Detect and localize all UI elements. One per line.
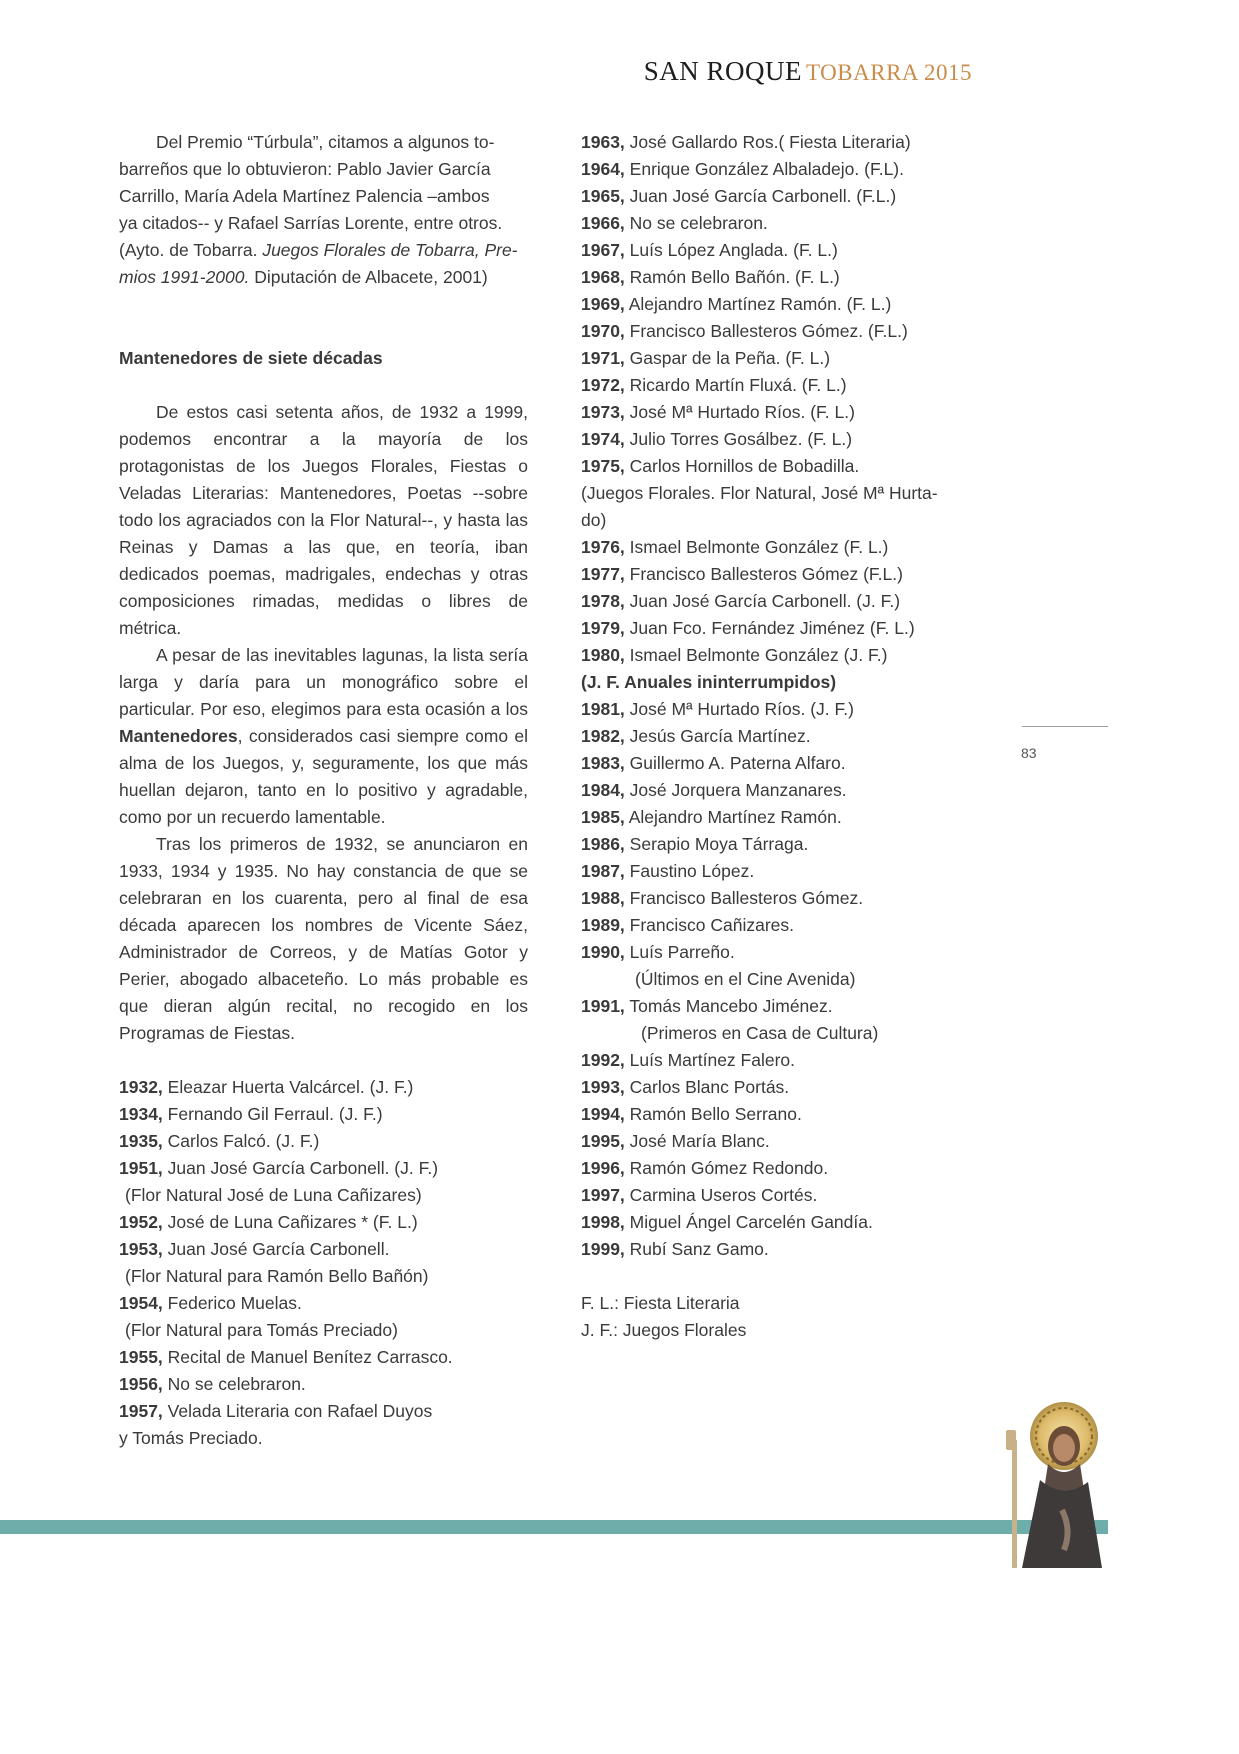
list-item-text: Federico Muelas. bbox=[162, 1293, 302, 1313]
list-item-text: Ramón Bello Serrano. bbox=[624, 1104, 802, 1124]
intro-paragraph bbox=[119, 129, 528, 291]
list-item-year: 1975, bbox=[581, 456, 625, 476]
list-item-year: 1932, bbox=[119, 1077, 163, 1097]
list-item bbox=[119, 1371, 528, 1398]
left-column bbox=[119, 129, 528, 1452]
list-item-text: Tomás Mancebo Jiménez. bbox=[624, 996, 833, 1016]
list-item bbox=[119, 1155, 528, 1182]
list-item-text: Velada Literaria con Rafael Duyos bbox=[162, 1401, 433, 1421]
list-item-year: 1999, bbox=[581, 1239, 625, 1259]
list-item bbox=[119, 1398, 528, 1425]
list-item-year: 1988, bbox=[581, 888, 625, 908]
list-item bbox=[119, 1182, 528, 1209]
list-item bbox=[581, 939, 991, 966]
list-item-text: Juan José García Carbonell. (F.L.) bbox=[624, 186, 897, 206]
list-item-text: Carlos Hornillos de Bobadilla. bbox=[624, 456, 860, 476]
list-item bbox=[581, 642, 991, 669]
list-item-text: (Primeros en Casa de Cultura) bbox=[641, 1023, 879, 1043]
list-item bbox=[119, 1290, 528, 1317]
list-item-year: 1974, bbox=[581, 429, 625, 449]
list-item bbox=[581, 1047, 991, 1074]
list-item-text: Francisco Ballesteros Gómez (F.L.) bbox=[624, 564, 903, 584]
list-item-text: José de Luna Cañizares * (F. L.) bbox=[162, 1212, 418, 1232]
list-item-text: Juan José García Carbonell. (J. F.) bbox=[162, 1158, 439, 1178]
san-roque-statue-image bbox=[992, 1390, 1108, 1568]
intro-line: Carrillo, María Adela Martínez Palencia –ambos bbox=[119, 186, 490, 206]
list-item bbox=[581, 750, 991, 777]
list-item-text: Francisco Cañizares. bbox=[624, 915, 795, 935]
list-item-year: 1934, bbox=[119, 1104, 163, 1124]
list-item-text: José Mª Hurtado Ríos. (F. L.) bbox=[624, 402, 855, 422]
list-item-text: Julio Torres Gosálbez. (F. L.) bbox=[624, 429, 853, 449]
mantenedores-list-left bbox=[119, 1074, 528, 1452]
list-item bbox=[119, 1209, 528, 1236]
list-item-year: 1955, bbox=[119, 1347, 163, 1367]
intro-line: Del Premio “Túrbula”, citamos a algunos to- bbox=[156, 132, 495, 152]
page-header bbox=[644, 56, 972, 87]
list-item bbox=[581, 669, 991, 696]
list-item-year: 1969, bbox=[581, 294, 625, 314]
list-item bbox=[119, 1317, 528, 1344]
list-item bbox=[119, 1074, 528, 1101]
list-item bbox=[581, 1155, 991, 1182]
list-item-year: 1991, bbox=[581, 996, 625, 1016]
list-item bbox=[119, 1128, 528, 1155]
list-item bbox=[581, 237, 991, 264]
list-item-text: do) bbox=[581, 510, 607, 530]
list-item bbox=[581, 318, 991, 345]
list-item-text: Ramón Gómez Redondo. bbox=[624, 1158, 829, 1178]
list-item-text: Ricardo Martín Fluxá. (F. L.) bbox=[624, 375, 847, 395]
list-item bbox=[581, 345, 991, 372]
list-item bbox=[581, 1182, 991, 1209]
list-item-year: 1982, bbox=[581, 726, 625, 746]
list-item bbox=[581, 399, 991, 426]
list-item-text: Carlos Blanc Portás. bbox=[624, 1077, 790, 1097]
list-item bbox=[581, 1101, 991, 1128]
list-item-text: Jesús García Martínez. bbox=[624, 726, 811, 746]
intro-line: ya citados-- y Rafael Sarrías Lorente, entre otros. bbox=[119, 213, 503, 233]
mantenedores-list-right bbox=[581, 129, 991, 1263]
list-item-text: (Juegos Florales. Flor Natural, José Mª Hurta- bbox=[581, 483, 938, 503]
list-item bbox=[581, 804, 991, 831]
list-item bbox=[581, 966, 991, 993]
list-item bbox=[581, 777, 991, 804]
list-item bbox=[581, 831, 991, 858]
list-item-text: y Tomás Preciado. bbox=[119, 1428, 263, 1448]
list-item bbox=[581, 507, 991, 534]
list-item bbox=[581, 156, 991, 183]
list-item-year: 1972, bbox=[581, 375, 625, 395]
list-item-year: 1970, bbox=[581, 321, 625, 341]
list-item bbox=[581, 1020, 991, 1047]
list-item bbox=[119, 1236, 528, 1263]
list-item-text: Miguel Ángel Carcelén Gandía. bbox=[624, 1212, 873, 1232]
list-item-text: José Mª Hurtado Ríos. (J. F.) bbox=[624, 699, 854, 719]
list-item bbox=[581, 696, 991, 723]
list-item-text: (Flor Natural para Tomás Preciado) bbox=[125, 1320, 398, 1340]
list-item-text: Alejandro Martínez Ramón. (F. L.) bbox=[624, 294, 892, 314]
list-item-text: Eleazar Huerta Valcárcel. (J. F.) bbox=[162, 1077, 414, 1097]
list-item-text: Fernando Gil Ferraul. (J. F.) bbox=[162, 1104, 383, 1124]
list-item bbox=[581, 426, 991, 453]
list-item-year: 1980, bbox=[581, 645, 625, 665]
list-item-year: 1951, bbox=[119, 1158, 163, 1178]
list-item-year: 1983, bbox=[581, 753, 625, 773]
list-item bbox=[119, 1344, 528, 1371]
list-item-text: Ramón Bello Bañón. (F. L.) bbox=[624, 267, 840, 287]
list-item bbox=[581, 1236, 991, 1263]
paragraph-3: Tras los primeros de 1932, se anunciaron en 1933, 1934 y 1935. No hay constancia de que se celebraran en los cuarenta, pero al final de esa década aparecen los nombres de Vicente Sáez, Administrador de Correos, y de Matías Gotor y Perier, abogado albaceteño. Lo más probable es que dieran algún recital, no recogido en los Programas de Fiestas. bbox=[119, 834, 528, 1043]
list-item-text: Guillermo A. Paterna Alfaro. bbox=[624, 753, 846, 773]
list-item-year: 1985, bbox=[581, 807, 625, 827]
list-item-text: (Flor Natural para Ramón Bello Bañón) bbox=[125, 1266, 429, 1286]
list-item-text: Luís Parreño. bbox=[624, 942, 735, 962]
list-item bbox=[581, 588, 991, 615]
legend-item: F. L.: Fiesta Literaria bbox=[581, 1293, 740, 1313]
header-subtitle: TOBARRA 2015 bbox=[806, 60, 972, 85]
intro-line: barreños que lo obtuvieron: Pablo Javier García bbox=[119, 159, 491, 179]
list-item-year: 1965, bbox=[581, 186, 625, 206]
list-item-year: 1978, bbox=[581, 591, 625, 611]
list-item-text: No se celebraron. bbox=[162, 1374, 306, 1394]
list-item bbox=[581, 858, 991, 885]
list-item-text: Juan Fco. Fernández Jiménez (F. L.) bbox=[624, 618, 915, 638]
list-item bbox=[119, 1263, 528, 1290]
list-item-text: Gaspar de la Peña. (F. L.) bbox=[624, 348, 831, 368]
list-item bbox=[581, 1128, 991, 1155]
list-item bbox=[581, 885, 991, 912]
list-item bbox=[581, 210, 991, 237]
list-item-year: 1964, bbox=[581, 159, 625, 179]
list-item-text: Carlos Falcó. (J. F.) bbox=[162, 1131, 320, 1151]
list-item-text: Faustino López. bbox=[624, 861, 755, 881]
list-item-year: 1998, bbox=[581, 1212, 625, 1232]
list-item-text: Juan José García Carbonell. bbox=[162, 1239, 390, 1259]
list-item-text: Rubí Sanz Gamo. bbox=[624, 1239, 769, 1259]
list-item-text: Recital de Manuel Benítez Carrasco. bbox=[162, 1347, 453, 1367]
list-item-text: Francisco Ballesteros Gómez. (F.L.) bbox=[624, 321, 908, 341]
list-item bbox=[581, 912, 991, 939]
list-item-year: 1953, bbox=[119, 1239, 163, 1259]
list-item bbox=[581, 480, 991, 507]
intro-reference-cont: mios 1991-2000. Diputación de Albacete, 2001) bbox=[119, 267, 488, 287]
list-item-year: 1987, bbox=[581, 861, 625, 881]
list-item-year: 1986, bbox=[581, 834, 625, 854]
section-heading: Mantenedores de siete décadas bbox=[119, 348, 383, 368]
list-item bbox=[581, 993, 991, 1020]
list-item-year: 1968, bbox=[581, 267, 625, 287]
legend-item: J. F.: Juegos Florales bbox=[581, 1320, 747, 1340]
header-title: SAN ROQUE bbox=[643, 56, 803, 86]
legend bbox=[581, 1290, 991, 1344]
list-item-year: (J. F. Anuales ininterrumpidos) bbox=[581, 672, 837, 692]
list-item-text: Luís Martínez Falero. bbox=[624, 1050, 796, 1070]
list-item bbox=[581, 615, 991, 642]
paragraph-1: De estos casi setenta años, de 1932 a 1999, podemos encontrar a la mayoría de los protagonistas de los Juegos Florales, Fiestas o Veladas Literarias: Mantenedores, Poetas --sobre todo los agraciados con la Flor Natural--, y hasta las Reinas y Damas a las que, en teoría, iban dedicados poemas, madrigales, endechas y otras composiciones rimadas, medidas o libres de métrica. bbox=[119, 402, 528, 638]
list-item bbox=[119, 1425, 528, 1452]
list-item-text: (Flor Natural José de Luna Cañizares) bbox=[125, 1185, 422, 1205]
list-item-year: 1967, bbox=[581, 240, 625, 260]
list-item-year: 1952, bbox=[119, 1212, 163, 1232]
page-number-rule bbox=[1022, 726, 1108, 727]
list-item bbox=[581, 1209, 991, 1236]
list-item-text: José Jorquera Manzanares. bbox=[624, 780, 847, 800]
list-item-year: 1963, bbox=[581, 132, 625, 152]
paragraph-2: A pesar de las inevitables lagunas, la lista sería larga y daría para un monográfico sobre el particular. Por eso, elegimos para esta ocasión a los Mantenedores, considerados casi siempre como el alma de los Juegos, y, seguramente, los que más huellan dejaron, tanto en lo positivo y agradable, como por un recuerdo lamentable. bbox=[119, 645, 528, 827]
list-item-year: 1973, bbox=[581, 402, 625, 422]
list-item bbox=[581, 723, 991, 750]
list-item bbox=[581, 129, 991, 156]
list-item bbox=[581, 453, 991, 480]
list-item-year: 1992, bbox=[581, 1050, 625, 1070]
list-item-year: 1994, bbox=[581, 1104, 625, 1124]
list-item-year: 1971, bbox=[581, 348, 625, 368]
list-item-text: Ismael Belmonte González (J. F.) bbox=[624, 645, 888, 665]
list-item bbox=[581, 1074, 991, 1101]
list-item-year: 1956, bbox=[119, 1374, 163, 1394]
list-item bbox=[581, 183, 991, 210]
list-item bbox=[581, 561, 991, 588]
list-item-year: 1981, bbox=[581, 699, 625, 719]
list-item-year: 1935, bbox=[119, 1131, 163, 1151]
list-item-text: Juan José García Carbonell. (J. F.) bbox=[624, 591, 901, 611]
list-item-year: 1990, bbox=[581, 942, 625, 962]
list-item-year: 1984, bbox=[581, 780, 625, 800]
list-item-year: 1977, bbox=[581, 564, 625, 584]
list-item bbox=[119, 1101, 528, 1128]
right-column bbox=[581, 129, 991, 1344]
list-item-year: 1976, bbox=[581, 537, 625, 557]
list-item-text: Francisco Ballesteros Gómez. bbox=[624, 888, 864, 908]
list-item-year: 1997, bbox=[581, 1185, 625, 1205]
intro-reference: (Ayto. de Tobarra. Juegos Florales de Tobarra, Pre- bbox=[119, 240, 518, 260]
list-item-year: 1966, bbox=[581, 213, 625, 233]
list-item-year: 1954, bbox=[119, 1293, 163, 1313]
list-item-text: (Últimos en el Cine Avenida) bbox=[635, 969, 856, 989]
list-item-year: 1993, bbox=[581, 1077, 625, 1097]
list-item-year: 1989, bbox=[581, 915, 625, 935]
list-item-text: Alejandro Martínez Ramón. bbox=[624, 807, 842, 827]
list-item-text: Ismael Belmonte González (F. L.) bbox=[624, 537, 889, 557]
list-item bbox=[581, 372, 991, 399]
list-item-text: No se celebraron. bbox=[624, 213, 768, 233]
list-item-year: 1995, bbox=[581, 1131, 625, 1151]
bottom-bar bbox=[0, 1520, 1108, 1534]
list-item bbox=[581, 534, 991, 561]
list-item-text: Carmina Useros Cortés. bbox=[624, 1185, 818, 1205]
list-item-year: 1996, bbox=[581, 1158, 625, 1178]
page-number: 83 bbox=[1021, 745, 1037, 761]
list-item-text: Luís López Anglada. (F. L.) bbox=[624, 240, 838, 260]
list-item-text: Enrique González Albaladejo. (F.L). bbox=[624, 159, 904, 179]
list-item-year: 1957, bbox=[119, 1401, 163, 1421]
list-item-text: Serapio Moya Tárraga. bbox=[624, 834, 809, 854]
list-item bbox=[581, 291, 991, 318]
list-item-year: 1979, bbox=[581, 618, 625, 638]
list-item bbox=[581, 264, 991, 291]
list-item-text: José Gallardo Ros.( Fiesta Literaria) bbox=[624, 132, 911, 152]
list-item-text: José María Blanc. bbox=[624, 1131, 770, 1151]
